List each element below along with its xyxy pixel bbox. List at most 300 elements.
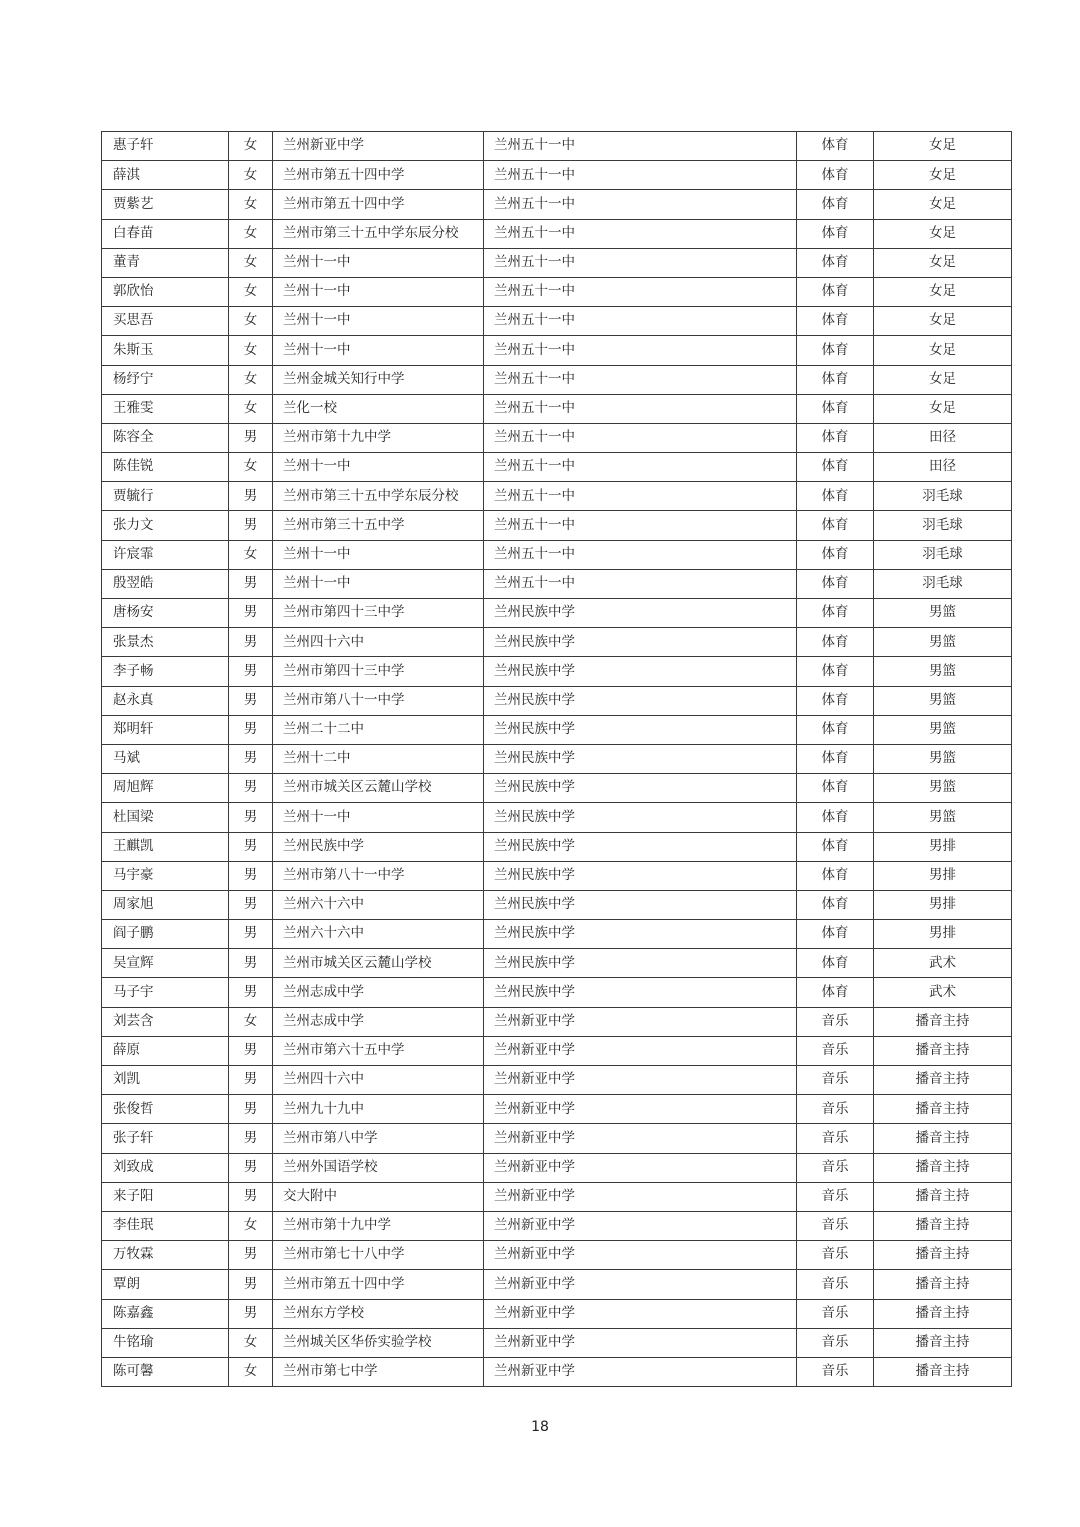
origin-school-cell: 兰州市城关区云麓山学校 (273, 774, 484, 803)
specialty-cell: 播音主持 (874, 1007, 1012, 1036)
origin-school-cell: 兰州十一中 (273, 336, 484, 365)
category-cell: 体育 (797, 277, 874, 306)
table-row (102, 774, 1012, 803)
table-row (102, 1007, 1012, 1036)
category-cell: 体育 (797, 657, 874, 686)
specialty-cell: 播音主持 (874, 1211, 1012, 1240)
gender-cell: 女 (229, 248, 273, 277)
gender-cell: 男 (229, 423, 273, 452)
admitted-school-cell: 兰州民族中学 (484, 715, 797, 744)
admitted-school-cell: 兰州五十一中 (484, 161, 797, 190)
category-cell: 音乐 (797, 1153, 874, 1182)
gender-cell: 男 (229, 511, 273, 540)
specialty-cell: 羽毛球 (874, 482, 1012, 511)
admitted-school-cell: 兰州五十一中 (484, 394, 797, 423)
table-row (102, 365, 1012, 394)
student-name-cell: 董青 (102, 248, 229, 277)
origin-school-cell: 交大附中 (273, 1182, 484, 1211)
table-row (102, 1270, 1012, 1299)
gender-cell: 女 (229, 190, 273, 219)
origin-school-cell: 兰州金城关知行中学 (273, 365, 484, 394)
admitted-school-cell: 兰州新亚中学 (484, 1211, 797, 1240)
category-cell: 体育 (797, 569, 874, 598)
admitted-school-cell: 兰州五十一中 (484, 132, 797, 161)
admitted-school-cell: 兰州民族中学 (484, 774, 797, 803)
specialty-cell: 播音主持 (874, 1182, 1012, 1211)
origin-school-cell: 兰州外国语学校 (273, 1153, 484, 1182)
specialty-cell: 播音主持 (874, 1270, 1012, 1299)
gender-cell: 女 (229, 219, 273, 248)
table-row (102, 832, 1012, 861)
student-name-cell: 刘致成 (102, 1153, 229, 1182)
origin-school-cell: 兰州市第六十五中学 (273, 1036, 484, 1065)
origin-school-cell: 兰州市第八十一中学 (273, 861, 484, 890)
gender-cell: 女 (229, 365, 273, 394)
category-cell: 体育 (797, 774, 874, 803)
category-cell: 体育 (797, 132, 874, 161)
table-row (102, 336, 1012, 365)
gender-cell: 女 (229, 1211, 273, 1240)
specialty-cell: 田径 (874, 423, 1012, 452)
table-row (102, 219, 1012, 248)
category-cell: 体育 (797, 715, 874, 744)
category-cell: 音乐 (797, 1270, 874, 1299)
origin-school-cell: 兰州市第七中学 (273, 1357, 484, 1386)
student-roster-table (101, 131, 1012, 1387)
category-cell: 体育 (797, 365, 874, 394)
specialty-cell: 播音主持 (874, 1357, 1012, 1386)
origin-school-cell: 兰州十一中 (273, 277, 484, 306)
category-cell: 体育 (797, 832, 874, 861)
gender-cell: 男 (229, 861, 273, 890)
admitted-school-cell: 兰州新亚中学 (484, 1066, 797, 1095)
student-name-cell: 贾毓行 (102, 482, 229, 511)
student-name-cell: 马宇豪 (102, 861, 229, 890)
specialty-cell: 播音主持 (874, 1036, 1012, 1065)
student-name-cell: 王麒凯 (102, 832, 229, 861)
student-name-cell: 周旭辉 (102, 774, 229, 803)
table-row (102, 161, 1012, 190)
table-row (102, 511, 1012, 540)
specialty-cell: 羽毛球 (874, 511, 1012, 540)
origin-school-cell: 兰州市第五十四中学 (273, 161, 484, 190)
origin-school-cell: 兰州市第五十四中学 (273, 1270, 484, 1299)
gender-cell: 女 (229, 540, 273, 569)
origin-school-cell: 兰州十一中 (273, 540, 484, 569)
specialty-cell: 播音主持 (874, 1328, 1012, 1357)
gender-cell: 男 (229, 1124, 273, 1153)
admitted-school-cell: 兰州五十一中 (484, 540, 797, 569)
specialty-cell: 女足 (874, 248, 1012, 277)
category-cell: 体育 (797, 949, 874, 978)
student-name-cell: 朱斯玉 (102, 336, 229, 365)
student-name-cell: 吴宣辉 (102, 949, 229, 978)
admitted-school-cell: 兰州五十一中 (484, 190, 797, 219)
admitted-school-cell: 兰州五十一中 (484, 248, 797, 277)
origin-school-cell: 兰州民族中学 (273, 832, 484, 861)
gender-cell: 男 (229, 482, 273, 511)
table-row (102, 1066, 1012, 1095)
page-number: 18 (531, 1419, 549, 1435)
admitted-school-cell: 兰州民族中学 (484, 832, 797, 861)
specialty-cell: 女足 (874, 190, 1012, 219)
gender-cell: 女 (229, 161, 273, 190)
specialty-cell: 女足 (874, 365, 1012, 394)
specialty-cell: 女足 (874, 307, 1012, 336)
origin-school-cell: 兰州新亚中学 (273, 132, 484, 161)
category-cell: 体育 (797, 511, 874, 540)
table-row (102, 482, 1012, 511)
category-cell: 体育 (797, 744, 874, 773)
origin-school-cell: 兰州四十六中 (273, 1066, 484, 1095)
category-cell: 音乐 (797, 1211, 874, 1240)
admitted-school-cell: 兰州新亚中学 (484, 1182, 797, 1211)
student-name-cell: 周家旭 (102, 890, 229, 919)
admitted-school-cell: 兰州五十一中 (484, 307, 797, 336)
admitted-school-cell: 兰州民族中学 (484, 628, 797, 657)
category-cell: 体育 (797, 190, 874, 219)
student-name-cell: 刘芸含 (102, 1007, 229, 1036)
student-name-cell: 买思吾 (102, 307, 229, 336)
table-row (102, 1299, 1012, 1328)
admitted-school-cell: 兰州五十一中 (484, 365, 797, 394)
admitted-school-cell: 兰州民族中学 (484, 803, 797, 832)
student-name-cell: 来子阳 (102, 1182, 229, 1211)
category-cell: 体育 (797, 890, 874, 919)
origin-school-cell: 兰州市第四十三中学 (273, 657, 484, 686)
specialty-cell: 田径 (874, 453, 1012, 482)
student-name-cell: 杨纾宁 (102, 365, 229, 394)
origin-school-cell: 兰州市第五十四中学 (273, 190, 484, 219)
category-cell: 体育 (797, 978, 874, 1007)
category-cell: 体育 (797, 161, 874, 190)
origin-school-cell: 兰州六十六中 (273, 890, 484, 919)
student-name-cell: 马子宇 (102, 978, 229, 1007)
specialty-cell: 羽毛球 (874, 569, 1012, 598)
admitted-school-cell: 兰州民族中学 (484, 686, 797, 715)
admitted-school-cell: 兰州民族中学 (484, 890, 797, 919)
category-cell: 体育 (797, 861, 874, 890)
student-name-cell: 李佳珉 (102, 1211, 229, 1240)
specialty-cell: 播音主持 (874, 1095, 1012, 1124)
specialty-cell: 男篮 (874, 744, 1012, 773)
admitted-school-cell: 兰州新亚中学 (484, 1299, 797, 1328)
category-cell: 音乐 (797, 1328, 874, 1357)
category-cell: 音乐 (797, 1095, 874, 1124)
student-name-cell: 郭欣怡 (102, 277, 229, 306)
origin-school-cell: 兰州市第三十五中学东辰分校 (273, 482, 484, 511)
gender-cell: 男 (229, 686, 273, 715)
table-row (102, 1036, 1012, 1065)
table-row (102, 190, 1012, 219)
category-cell: 音乐 (797, 1007, 874, 1036)
table-row (102, 920, 1012, 949)
origin-school-cell: 兰州志成中学 (273, 978, 484, 1007)
gender-cell: 男 (229, 628, 273, 657)
student-name-cell: 陈嘉鑫 (102, 1299, 229, 1328)
table-row (102, 540, 1012, 569)
roster-body (102, 132, 1012, 1387)
admitted-school-cell: 兰州五十一中 (484, 511, 797, 540)
origin-school-cell: 兰州九十九中 (273, 1095, 484, 1124)
specialty-cell: 男篮 (874, 628, 1012, 657)
gender-cell: 男 (229, 832, 273, 861)
gender-cell: 男 (229, 920, 273, 949)
gender-cell: 男 (229, 1095, 273, 1124)
gender-cell: 男 (229, 890, 273, 919)
category-cell: 体育 (797, 628, 874, 657)
admitted-school-cell: 兰州民族中学 (484, 599, 797, 628)
table-row (102, 569, 1012, 598)
specialty-cell: 播音主持 (874, 1299, 1012, 1328)
admitted-school-cell: 兰州新亚中学 (484, 1124, 797, 1153)
table-row (102, 394, 1012, 423)
table-row (102, 1124, 1012, 1153)
origin-school-cell: 兰州市第八十一中学 (273, 686, 484, 715)
admitted-school-cell: 兰州新亚中学 (484, 1095, 797, 1124)
admitted-school-cell: 兰州民族中学 (484, 657, 797, 686)
origin-school-cell: 兰州市第八中学 (273, 1124, 484, 1153)
student-name-cell: 刘凯 (102, 1066, 229, 1095)
student-name-cell: 牛铭瑜 (102, 1328, 229, 1357)
student-name-cell: 殷翌皓 (102, 569, 229, 598)
gender-cell: 女 (229, 394, 273, 423)
origin-school-cell: 兰州十二中 (273, 744, 484, 773)
gender-cell: 女 (229, 336, 273, 365)
admitted-school-cell: 兰州五十一中 (484, 277, 797, 306)
category-cell: 体育 (797, 219, 874, 248)
specialty-cell: 女足 (874, 277, 1012, 306)
table-row (102, 1328, 1012, 1357)
admitted-school-cell: 兰州五十一中 (484, 453, 797, 482)
category-cell: 音乐 (797, 1241, 874, 1270)
category-cell: 体育 (797, 453, 874, 482)
admitted-school-cell: 兰州民族中学 (484, 920, 797, 949)
student-name-cell: 张子轩 (102, 1124, 229, 1153)
gender-cell: 男 (229, 1270, 273, 1299)
origin-school-cell: 兰州志成中学 (273, 1007, 484, 1036)
student-name-cell: 覃朗 (102, 1270, 229, 1299)
student-name-cell: 李子畅 (102, 657, 229, 686)
student-name-cell: 张景杰 (102, 628, 229, 657)
origin-school-cell: 兰州市第四十三中学 (273, 599, 484, 628)
origin-school-cell: 兰州市第三十五中学东辰分校 (273, 219, 484, 248)
table-row (102, 628, 1012, 657)
admitted-school-cell: 兰州民族中学 (484, 949, 797, 978)
gender-cell: 女 (229, 453, 273, 482)
category-cell: 体育 (797, 307, 874, 336)
origin-school-cell: 兰州城关区华侨实验学校 (273, 1328, 484, 1357)
specialty-cell: 男排 (874, 832, 1012, 861)
gender-cell: 男 (229, 978, 273, 1007)
origin-school-cell: 兰州十一中 (273, 453, 484, 482)
origin-school-cell: 兰州市第三十五中学 (273, 511, 484, 540)
admitted-school-cell: 兰州五十一中 (484, 336, 797, 365)
student-name-cell: 陈容全 (102, 423, 229, 452)
student-name-cell: 白春苗 (102, 219, 229, 248)
gender-cell: 男 (229, 1299, 273, 1328)
table-row (102, 277, 1012, 306)
table-row (102, 132, 1012, 161)
gender-cell: 女 (229, 307, 273, 336)
gender-cell: 男 (229, 1241, 273, 1270)
category-cell: 体育 (797, 394, 874, 423)
specialty-cell: 男篮 (874, 686, 1012, 715)
gender-cell: 男 (229, 1036, 273, 1065)
admitted-school-cell: 兰州新亚中学 (484, 1036, 797, 1065)
table-row (102, 599, 1012, 628)
specialty-cell: 男篮 (874, 715, 1012, 744)
gender-cell: 男 (229, 569, 273, 598)
student-name-cell: 王雅雯 (102, 394, 229, 423)
table-row (102, 453, 1012, 482)
category-cell: 体育 (797, 599, 874, 628)
specialty-cell: 女足 (874, 132, 1012, 161)
student-name-cell: 薛原 (102, 1036, 229, 1065)
admitted-school-cell: 兰州新亚中学 (484, 1153, 797, 1182)
gender-cell: 男 (229, 1182, 273, 1211)
specialty-cell: 播音主持 (874, 1066, 1012, 1095)
specialty-cell: 女足 (874, 336, 1012, 365)
student-name-cell: 张力文 (102, 511, 229, 540)
student-name-cell: 惠子轩 (102, 132, 229, 161)
table-row (102, 861, 1012, 890)
table-row (102, 1095, 1012, 1124)
admitted-school-cell: 兰州五十一中 (484, 569, 797, 598)
student-name-cell: 赵永真 (102, 686, 229, 715)
specialty-cell: 女足 (874, 161, 1012, 190)
student-name-cell: 贾紫艺 (102, 190, 229, 219)
category-cell: 体育 (797, 920, 874, 949)
admitted-school-cell: 兰州新亚中学 (484, 1357, 797, 1386)
origin-school-cell: 兰州二十二中 (273, 715, 484, 744)
origin-school-cell: 兰州十一中 (273, 569, 484, 598)
admitted-school-cell: 兰州新亚中学 (484, 1241, 797, 1270)
category-cell: 音乐 (797, 1357, 874, 1386)
specialty-cell: 男篮 (874, 599, 1012, 628)
category-cell: 音乐 (797, 1299, 874, 1328)
origin-school-cell: 兰州市城关区云麓山学校 (273, 949, 484, 978)
table-row (102, 1357, 1012, 1386)
admitted-school-cell: 兰州民族中学 (484, 861, 797, 890)
gender-cell: 男 (229, 715, 273, 744)
admitted-school-cell: 兰州五十一中 (484, 219, 797, 248)
origin-school-cell: 兰州市第十九中学 (273, 1211, 484, 1240)
table-row (102, 803, 1012, 832)
student-name-cell: 万牧霖 (102, 1241, 229, 1270)
category-cell: 体育 (797, 686, 874, 715)
table-row (102, 1182, 1012, 1211)
specialty-cell: 男排 (874, 920, 1012, 949)
table-row (102, 744, 1012, 773)
specialty-cell: 播音主持 (874, 1124, 1012, 1153)
specialty-cell: 男排 (874, 890, 1012, 919)
table-row (102, 657, 1012, 686)
gender-cell: 男 (229, 1153, 273, 1182)
specialty-cell: 武术 (874, 949, 1012, 978)
gender-cell: 男 (229, 657, 273, 686)
table-row (102, 949, 1012, 978)
student-name-cell: 张俊哲 (102, 1095, 229, 1124)
gender-cell: 女 (229, 1328, 273, 1357)
student-name-cell: 陈可馨 (102, 1357, 229, 1386)
table-row (102, 1211, 1012, 1240)
table-row (102, 686, 1012, 715)
table-row (102, 978, 1012, 1007)
student-name-cell: 郑明轩 (102, 715, 229, 744)
category-cell: 体育 (797, 423, 874, 452)
gender-cell: 男 (229, 599, 273, 628)
admitted-school-cell: 兰州五十一中 (484, 423, 797, 452)
origin-school-cell: 兰州市第七十八中学 (273, 1241, 484, 1270)
specialty-cell: 女足 (874, 219, 1012, 248)
category-cell: 体育 (797, 482, 874, 511)
category-cell: 体育 (797, 248, 874, 277)
gender-cell: 女 (229, 277, 273, 306)
gender-cell: 男 (229, 1066, 273, 1095)
origin-school-cell: 兰州东方学校 (273, 1299, 484, 1328)
origin-school-cell: 兰州四十六中 (273, 628, 484, 657)
gender-cell: 女 (229, 1357, 273, 1386)
admitted-school-cell: 兰州民族中学 (484, 744, 797, 773)
admitted-school-cell: 兰州民族中学 (484, 978, 797, 1007)
specialty-cell: 羽毛球 (874, 540, 1012, 569)
category-cell: 体育 (797, 336, 874, 365)
specialty-cell: 男篮 (874, 803, 1012, 832)
category-cell: 音乐 (797, 1182, 874, 1211)
category-cell: 音乐 (797, 1124, 874, 1153)
student-name-cell: 薛淇 (102, 161, 229, 190)
specialty-cell: 男篮 (874, 657, 1012, 686)
table-row (102, 1241, 1012, 1270)
specialty-cell: 播音主持 (874, 1241, 1012, 1270)
student-name-cell: 杜国梁 (102, 803, 229, 832)
table-row (102, 307, 1012, 336)
student-name-cell: 许宸霏 (102, 540, 229, 569)
category-cell: 体育 (797, 803, 874, 832)
student-name-cell: 唐杨安 (102, 599, 229, 628)
origin-school-cell: 兰州十一中 (273, 248, 484, 277)
table-row (102, 715, 1012, 744)
table-row (102, 248, 1012, 277)
gender-cell: 男 (229, 744, 273, 773)
table-row (102, 1153, 1012, 1182)
category-cell: 体育 (797, 540, 874, 569)
table-row (102, 890, 1012, 919)
category-cell: 音乐 (797, 1036, 874, 1065)
gender-cell: 男 (229, 803, 273, 832)
student-name-cell: 陈佳锐 (102, 453, 229, 482)
gender-cell: 女 (229, 1007, 273, 1036)
origin-school-cell: 兰化一校 (273, 394, 484, 423)
gender-cell: 男 (229, 774, 273, 803)
category-cell: 音乐 (797, 1066, 874, 1095)
admitted-school-cell: 兰州新亚中学 (484, 1328, 797, 1357)
gender-cell: 女 (229, 132, 273, 161)
origin-school-cell: 兰州六十六中 (273, 920, 484, 949)
origin-school-cell: 兰州市第十九中学 (273, 423, 484, 452)
specialty-cell: 女足 (874, 394, 1012, 423)
admitted-school-cell: 兰州新亚中学 (484, 1270, 797, 1299)
admitted-school-cell: 兰州新亚中学 (484, 1007, 797, 1036)
origin-school-cell: 兰州十一中 (273, 803, 484, 832)
specialty-cell: 播音主持 (874, 1153, 1012, 1182)
admitted-school-cell: 兰州五十一中 (484, 482, 797, 511)
specialty-cell: 男篮 (874, 774, 1012, 803)
student-name-cell: 阎子鹏 (102, 920, 229, 949)
table-row (102, 423, 1012, 452)
student-name-cell: 马斌 (102, 744, 229, 773)
